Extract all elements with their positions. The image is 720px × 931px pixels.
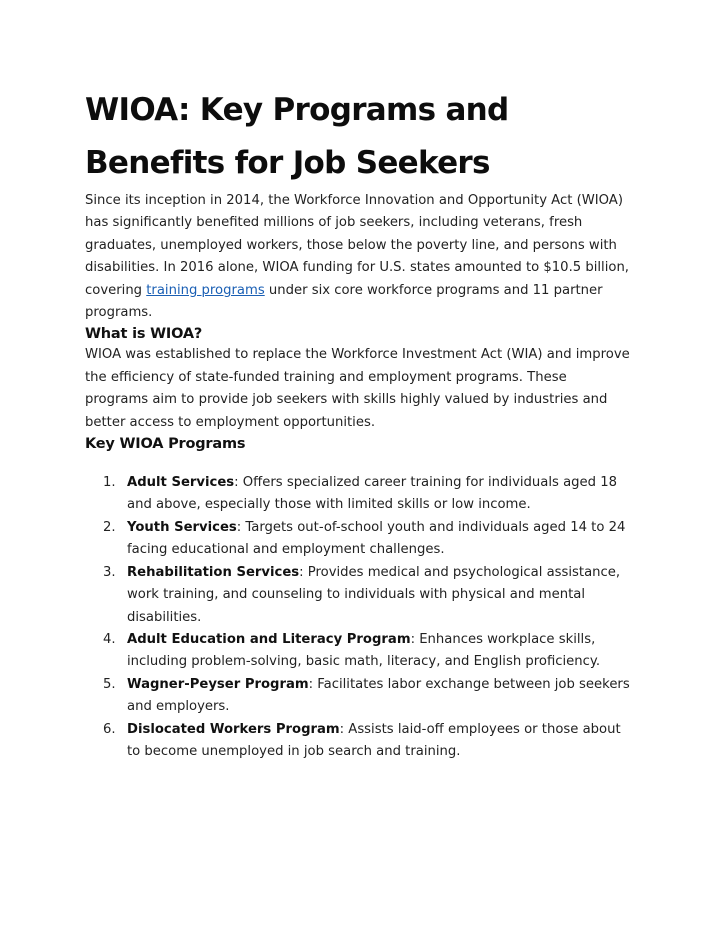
program-name: Youth Services	[127, 519, 237, 535]
list-item	[85, 562, 632, 629]
program-name: Adult Services	[127, 475, 235, 491]
list-item	[85, 719, 632, 764]
list-item-number: 5.	[103, 676, 116, 692]
program-description: : Assists laid-off employees or those about to become unemployed in job search and training.	[127, 721, 621, 759]
program-description: : Enhances workplace skills, including problem-solving, basic math, literacy, and English proficiency.	[127, 631, 601, 670]
program-description: : Facilitates labor exchange between job seekers and employers.	[127, 676, 630, 715]
list-item-number: 4.	[103, 631, 116, 647]
intro-text-before-link: Since its inception in 2014, the Workforce Innovation and Opportunity Act (WIOA) has significantly benefited millions of job seekers, including veterans, fresh graduates, unemployed workers, those below the poverty line, and persons with disabilities. In 2016 alone, WIOA funding for U.S. states amounted to $10.5 billion, covering	[85, 193, 629, 298]
page-title: WIOA: Key Programs and Benefits for Job Seekers	[85, 92, 509, 181]
list-item	[85, 472, 632, 517]
intro-paragraph	[85, 190, 632, 324]
section-heading-key-programs: Key WIOA Programs	[85, 436, 246, 453]
programs-list	[85, 472, 632, 763]
list-item	[85, 629, 632, 674]
intro-text-after-link: under six core workforce programs and 11 partner programs.	[85, 282, 603, 321]
program-name: Adult Education and Literacy Program	[127, 631, 411, 647]
program-description: : Targets out-of-school youth and individuals aged 14 to 24 facing educational and employment challenges.	[127, 519, 626, 558]
program-name: Wagner-Peyser Program	[127, 676, 309, 692]
program-description: : Offers specialized career training for individuals aged 18 and above, especially those with limited skills or low income.	[127, 475, 617, 513]
section-heading-what-is-wioa: What is WIOA?	[85, 326, 203, 343]
what-is-wioa-paragraph: WIOA was established to replace the Workforce Investment Act (WIA) and improve the efficiency of state-funded training and employment programs. These programs aim to provide job seekers with skills highly valued by industries and better access to employment opportunities.	[85, 347, 630, 430]
list-item	[85, 517, 632, 562]
list-item-number: 1.	[103, 475, 116, 491]
program-name: Rehabilitation Services	[127, 564, 300, 580]
list-item	[85, 674, 632, 719]
list-item-number: 2.	[103, 519, 116, 535]
list-item-number: 3.	[103, 564, 116, 580]
program-name: Dislocated Workers Program	[127, 721, 340, 737]
program-description: : Provides medical and psychological assistance, work training, and counseling to individuals with physical and mental disabilities.	[127, 564, 621, 625]
list-item-number: 6.	[103, 721, 116, 737]
training-programs-link[interactable]: training programs	[146, 282, 265, 298]
